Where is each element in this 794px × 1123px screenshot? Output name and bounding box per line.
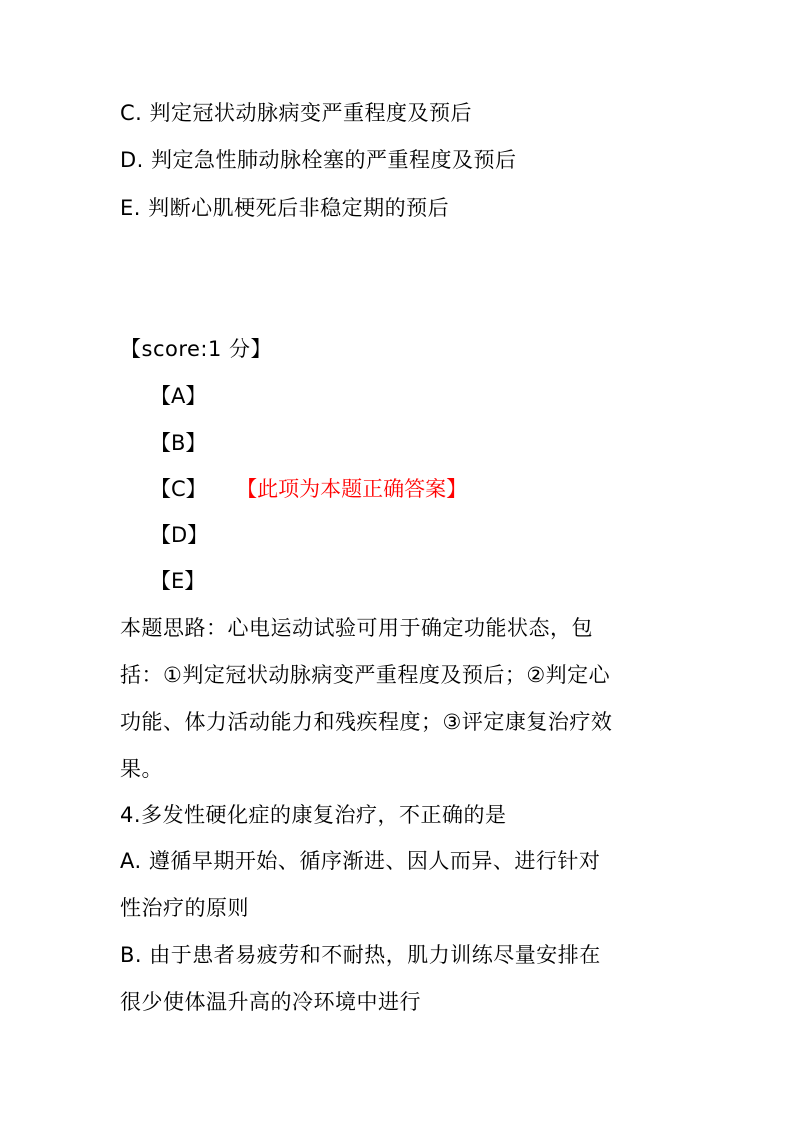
question-stem: 4.多发性硬化症的康复治疗，不正确的是: [120, 803, 507, 827]
answer-choice-label: 【C】: [150, 477, 207, 501]
option-e-text: E. 判断心肌梗死后非稳定期的预后: [120, 196, 450, 220]
explanation-line: 果。: [120, 757, 163, 781]
explanation-line: 功能、体力活动能力和残疾程度；③评定康复治疗效: [120, 710, 613, 734]
option-d-text: D. 判定急性肺动脉栓塞的严重程度及预后: [120, 148, 517, 172]
correct-answer-marker: 【此项为本题正确答案】: [246, 477, 468, 501]
answer-choice-b: [150, 431, 206, 455]
answer-choice-label: 【B】: [150, 431, 207, 455]
answer-choice-label: 【E】: [150, 569, 206, 593]
explanation-line: 本题思路：心电运动试验可用于确定功能状态，包: [120, 616, 593, 640]
score-line: 【score:1 分】: [120, 337, 273, 361]
answer-choice-a: [150, 384, 206, 408]
question-option-line: 性治疗的原则: [120, 896, 249, 920]
answer-choice-c: [150, 477, 467, 501]
answer-choice-e: [150, 569, 205, 593]
question-option-line: B. 由于患者易疲劳和不耐热，肌力训练尽量安排在: [120, 943, 601, 967]
question-option-line: 很少使体温升高的冷环境中进行: [120, 990, 421, 1014]
answer-choice-d: [150, 523, 208, 547]
answer-choice-label: 【D】: [150, 523, 209, 547]
explanation-line: 括：①判定冠状动脉病变严重程度及预后；②判定心: [120, 663, 611, 687]
question-option-line: A. 遵循早期开始、循序渐进、因人而异、进行针对: [120, 849, 601, 873]
option-c-text: C. 判定冠状动脉病变严重程度及预后: [120, 101, 473, 125]
answer-choice-label: 【A】: [150, 384, 207, 408]
